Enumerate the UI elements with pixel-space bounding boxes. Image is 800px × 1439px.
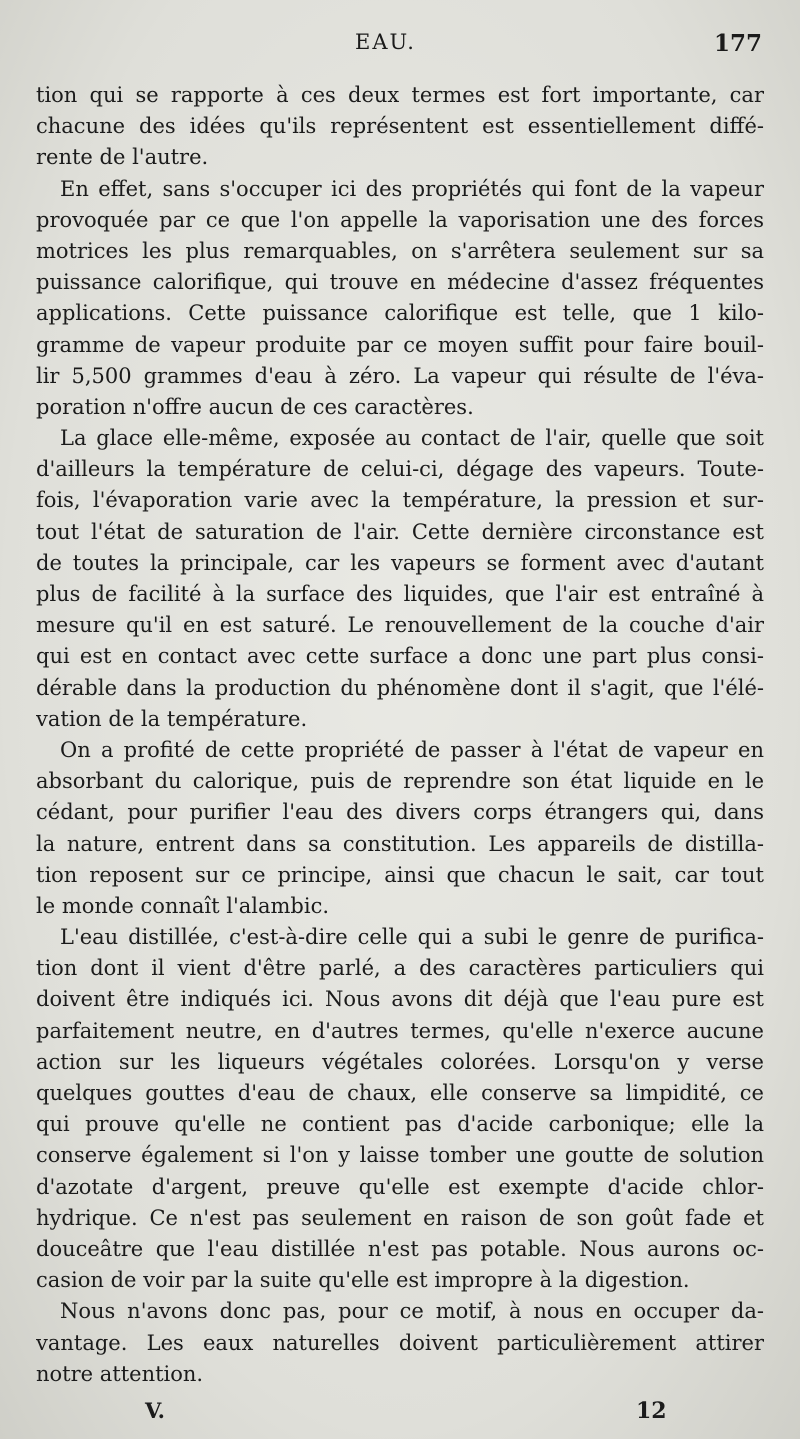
running-head	[0, 30, 800, 62]
signature-mark: V.	[145, 1398, 165, 1423]
text-line: quelques gouttes d'eau de chaux, elle conserve sa limpidité, ce	[36, 1081, 764, 1105]
text-line: On a profité de cette propriété de passer à l'état de vapeur en	[60, 737, 764, 762]
text-line: gramme de vapeur produite par ce moyen suffit pour faire bouil-	[36, 332, 764, 357]
text-line: tout l'état de saturation de l'air. Cette dernière circonstance est	[36, 519, 764, 544]
text-line: d'ailleurs la température de celui-ci, dégage des vapeurs. Toute-	[36, 457, 764, 482]
text-line: de toutes la principale, car les vapeurs se forment avec d'autant	[36, 550, 764, 575]
text-line: motrices les plus remarquables, on s'arrêtera seulement sur sa	[36, 238, 764, 263]
text-line: d'azotate d'argent, preuve qu'elle est exempte d'acide chlor-	[36, 1174, 764, 1199]
page-number: 177	[713, 30, 762, 57]
text-line: provoquée par ce que l'on appelle la vaporisation une des forces	[36, 207, 764, 232]
text-line: qui prouve qu'elle ne contient pas d'acide carbonique; elle la	[36, 1112, 764, 1137]
text-line: casion de voir par la suite qu'elle est impropre à la digestion.	[36, 1268, 690, 1293]
text-line: doivent être indiqués ici. Nous avons dit déjà que l'eau pure est	[36, 987, 764, 1012]
text-line: rente de l'autre.	[36, 145, 209, 170]
text-line: mesure qu'il en est saturé. Le renouvellement de la couche d'air	[36, 613, 764, 638]
text-line: absorbant du calorique, puis de reprendre son état liquide en le	[36, 769, 764, 794]
text-line: action sur les liqueurs végétales colorées. Lorsqu'on y verse	[36, 1049, 764, 1074]
page-footer	[0, 1398, 800, 1430]
text-line: Nous n'avons donc pas, pour ce motif, à nous en occuper da-	[60, 1299, 764, 1324]
text-line: La glace elle-même, exposée au contact de l'air, quelle que soit	[60, 426, 764, 451]
text-line: fois, l'évaporation varie avec la température, la pression et sur-	[36, 488, 764, 513]
text-line: applications. Cette puissance calorifique est telle, que 1 kilo-	[36, 301, 764, 326]
running-title: EAU.	[355, 30, 416, 54]
text-line: tion reposent sur ce principe, ainsi que chacun le sait, car tout	[36, 862, 764, 887]
text-line: le monde connaît l'alambic.	[36, 893, 330, 918]
text-line: tion qui se rapporte à ces deux termes est fort importante, car	[36, 83, 764, 107]
text-line: cédant, pour purifier l'eau des divers corps étrangers qui, dans	[36, 800, 764, 825]
text-line: notre attention.	[36, 1361, 204, 1386]
text-line: puissance calorifique, qui trouve en médecine d'assez fréquentes	[36, 270, 764, 295]
body-text	[36, 80, 764, 1390]
text-line: L'eau distillée, c'est-à-dire celle qui a subi le genre de purifica-	[60, 925, 764, 950]
text-line: lir 5,500 grammes d'eau à zéro. La vapeur qui résulte de l'éva-	[36, 363, 764, 388]
text-line: hydrique. Ce n'est pas seulement en raison de son goût fade et	[36, 1205, 764, 1230]
text-line: tion dont il vient d'être parlé, a des caractères particuliers qui	[36, 956, 764, 981]
text-line: qui est en contact avec cette surface a donc une part plus consi-	[36, 644, 764, 669]
text-line: En effet, sans s'occuper ici des propriétés qui font de la vapeur	[60, 176, 764, 201]
text-line: douceâtre que l'eau distillée n'est pas potable. Nous aurons oc-	[36, 1236, 764, 1261]
text-line: conserve également si l'on y laisse tomber une goutte de solution	[36, 1143, 764, 1168]
text-line: la nature, entrent dans sa constitution. Les appareils de distilla-	[36, 831, 764, 856]
text-line: plus de facilité à la surface des liquides, que l'air est entraîné à	[36, 582, 764, 606]
text-line: parfaitement neutre, en d'autres termes, qu'elle n'exerce aucune	[36, 1018, 764, 1043]
text-line: chacune des idées qu'ils représentent est essentiellement diffé-	[36, 114, 764, 139]
text-line: vation de la température.	[36, 706, 308, 731]
text-line: vantage. Les eaux naturelles doivent particulièrement attirer	[36, 1330, 764, 1355]
sheet-number: 12	[636, 1398, 667, 1424]
text-line: poration n'offre aucun de ces caractères.	[36, 394, 474, 419]
text-line: dérable dans la production du phénomène dont il s'agit, que l'élé-	[36, 675, 764, 700]
